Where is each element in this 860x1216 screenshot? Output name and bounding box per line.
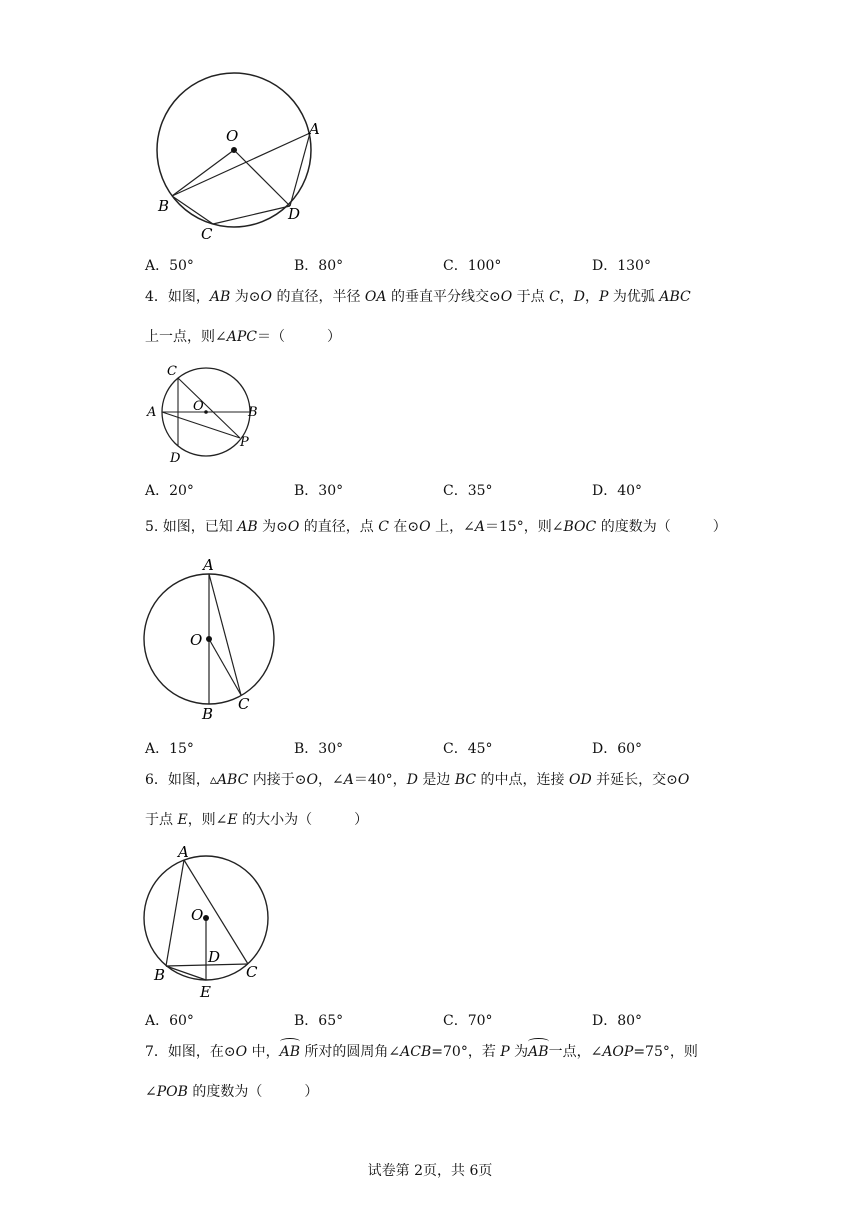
- q4-center-dot: [204, 410, 208, 414]
- q5-center-dot: [206, 636, 212, 642]
- q4-seg-cp: [178, 378, 240, 438]
- q5-seg-oc: [209, 639, 241, 695]
- q7-stem-line2: ∠POB 的度数为（ ）: [145, 1084, 319, 1100]
- q6-seg-be: [166, 966, 206, 980]
- q7-arc-ab-2: AB: [528, 1044, 549, 1060]
- q6-label-b: B: [154, 966, 166, 984]
- q4-label-d: D: [170, 451, 181, 466]
- q3-seg-cd: [213, 206, 290, 224]
- q3-seg-ob: [172, 150, 234, 196]
- q3-label-b: B: [158, 197, 170, 215]
- q6-label-o: O: [191, 906, 204, 924]
- q5-seg-ac: [209, 574, 241, 695]
- q6-label-e: E: [200, 983, 211, 1001]
- page-footer: 试卷第 2页，共 6页: [367, 1163, 493, 1179]
- q3-seg-ad: [290, 133, 310, 206]
- q4-option-b: B．30°: [294, 483, 344, 499]
- q4-seg-ap: [162, 412, 240, 438]
- q6-seg-bc: [166, 964, 248, 966]
- q6-center-dot: [203, 915, 209, 921]
- q6-option-a: A．60°: [145, 1013, 194, 1029]
- q4-option-c: C．35°: [443, 483, 493, 499]
- q5-option-d: D．60°: [592, 741, 643, 757]
- q4-label-c: C: [167, 364, 177, 379]
- q6-seg-ab: [166, 860, 184, 966]
- q5-label-b: B: [202, 705, 214, 723]
- q3-figure: [150, 40, 330, 250]
- q6-figure: [140, 842, 280, 1002]
- q5-label-o: O: [190, 631, 203, 649]
- q3-label-o: O: [226, 127, 239, 145]
- q3-center-dot: [231, 147, 237, 153]
- q3-label-c: C: [201, 225, 213, 243]
- q4-label-a: A: [147, 405, 157, 420]
- q6-stem-line2: 于点 E，则∠E 的大小为（ ）: [145, 812, 369, 828]
- q4-label-b: B: [248, 405, 258, 420]
- q3-label-a: A: [309, 120, 320, 138]
- q3-label-d: D: [288, 205, 301, 223]
- q4-label-o: O: [193, 399, 204, 414]
- q3-option-a: A．50°: [145, 258, 194, 274]
- q6-stem-line1: 6．如图，▵ABC 内接于⊙O，∠A＝40°，D 是边 BC 的中点，连接 OD 并延长，交⊙O: [145, 772, 690, 788]
- q5-stem: 5. 如图，已知 AB 为⊙O 的直径，点 C 在⊙O 上，∠A＝15°，则∠BOC 的度数为（ ）: [145, 519, 727, 535]
- q6-label-d: D: [208, 948, 221, 966]
- q4-stem-line2: 上一点，则∠APC＝（ ）: [145, 329, 341, 345]
- q4-stem-line1: 4．如图，AB 为⊙O 的直径，半径 OA 的垂直平分线交⊙O 于点 C，D，P 为优弧 ABC: [145, 289, 691, 305]
- q6-option-d: D．80°: [592, 1013, 643, 1029]
- q7-stem-line1: 7．如图，在⊙O 中，AB 所对的圆周角∠ACB=70°，若 P 为AB一点，∠AOP=75°，则: [145, 1044, 698, 1060]
- q3-seg-bc: [172, 196, 213, 224]
- q3-option-d: D．130°: [592, 258, 651, 274]
- q3-option-b: B．80°: [294, 258, 344, 274]
- q6-option-b: B．65°: [294, 1013, 344, 1029]
- q5-label-a: A: [203, 556, 214, 574]
- q3-seg-ba: [172, 133, 310, 196]
- q5-label-c: C: [238, 695, 250, 713]
- q4-option-d: D．40°: [592, 483, 643, 499]
- q6-option-c: C．70°: [443, 1013, 493, 1029]
- q6-label-c: C: [246, 963, 258, 981]
- q5-option-b: B．30°: [294, 741, 344, 757]
- q5-figure: [140, 555, 290, 725]
- q4-figure: [140, 358, 270, 468]
- q3-option-c: C．100°: [443, 258, 502, 274]
- q5-option-c: C．45°: [443, 741, 493, 757]
- q5-option-a: A．15°: [145, 741, 194, 757]
- q4-option-a: A．20°: [145, 483, 194, 499]
- q4-label-p: P: [240, 435, 249, 450]
- q3-seg-od: [234, 150, 290, 206]
- q6-label-a: A: [178, 843, 189, 861]
- q7-arc-ab-1: AB: [279, 1044, 300, 1060]
